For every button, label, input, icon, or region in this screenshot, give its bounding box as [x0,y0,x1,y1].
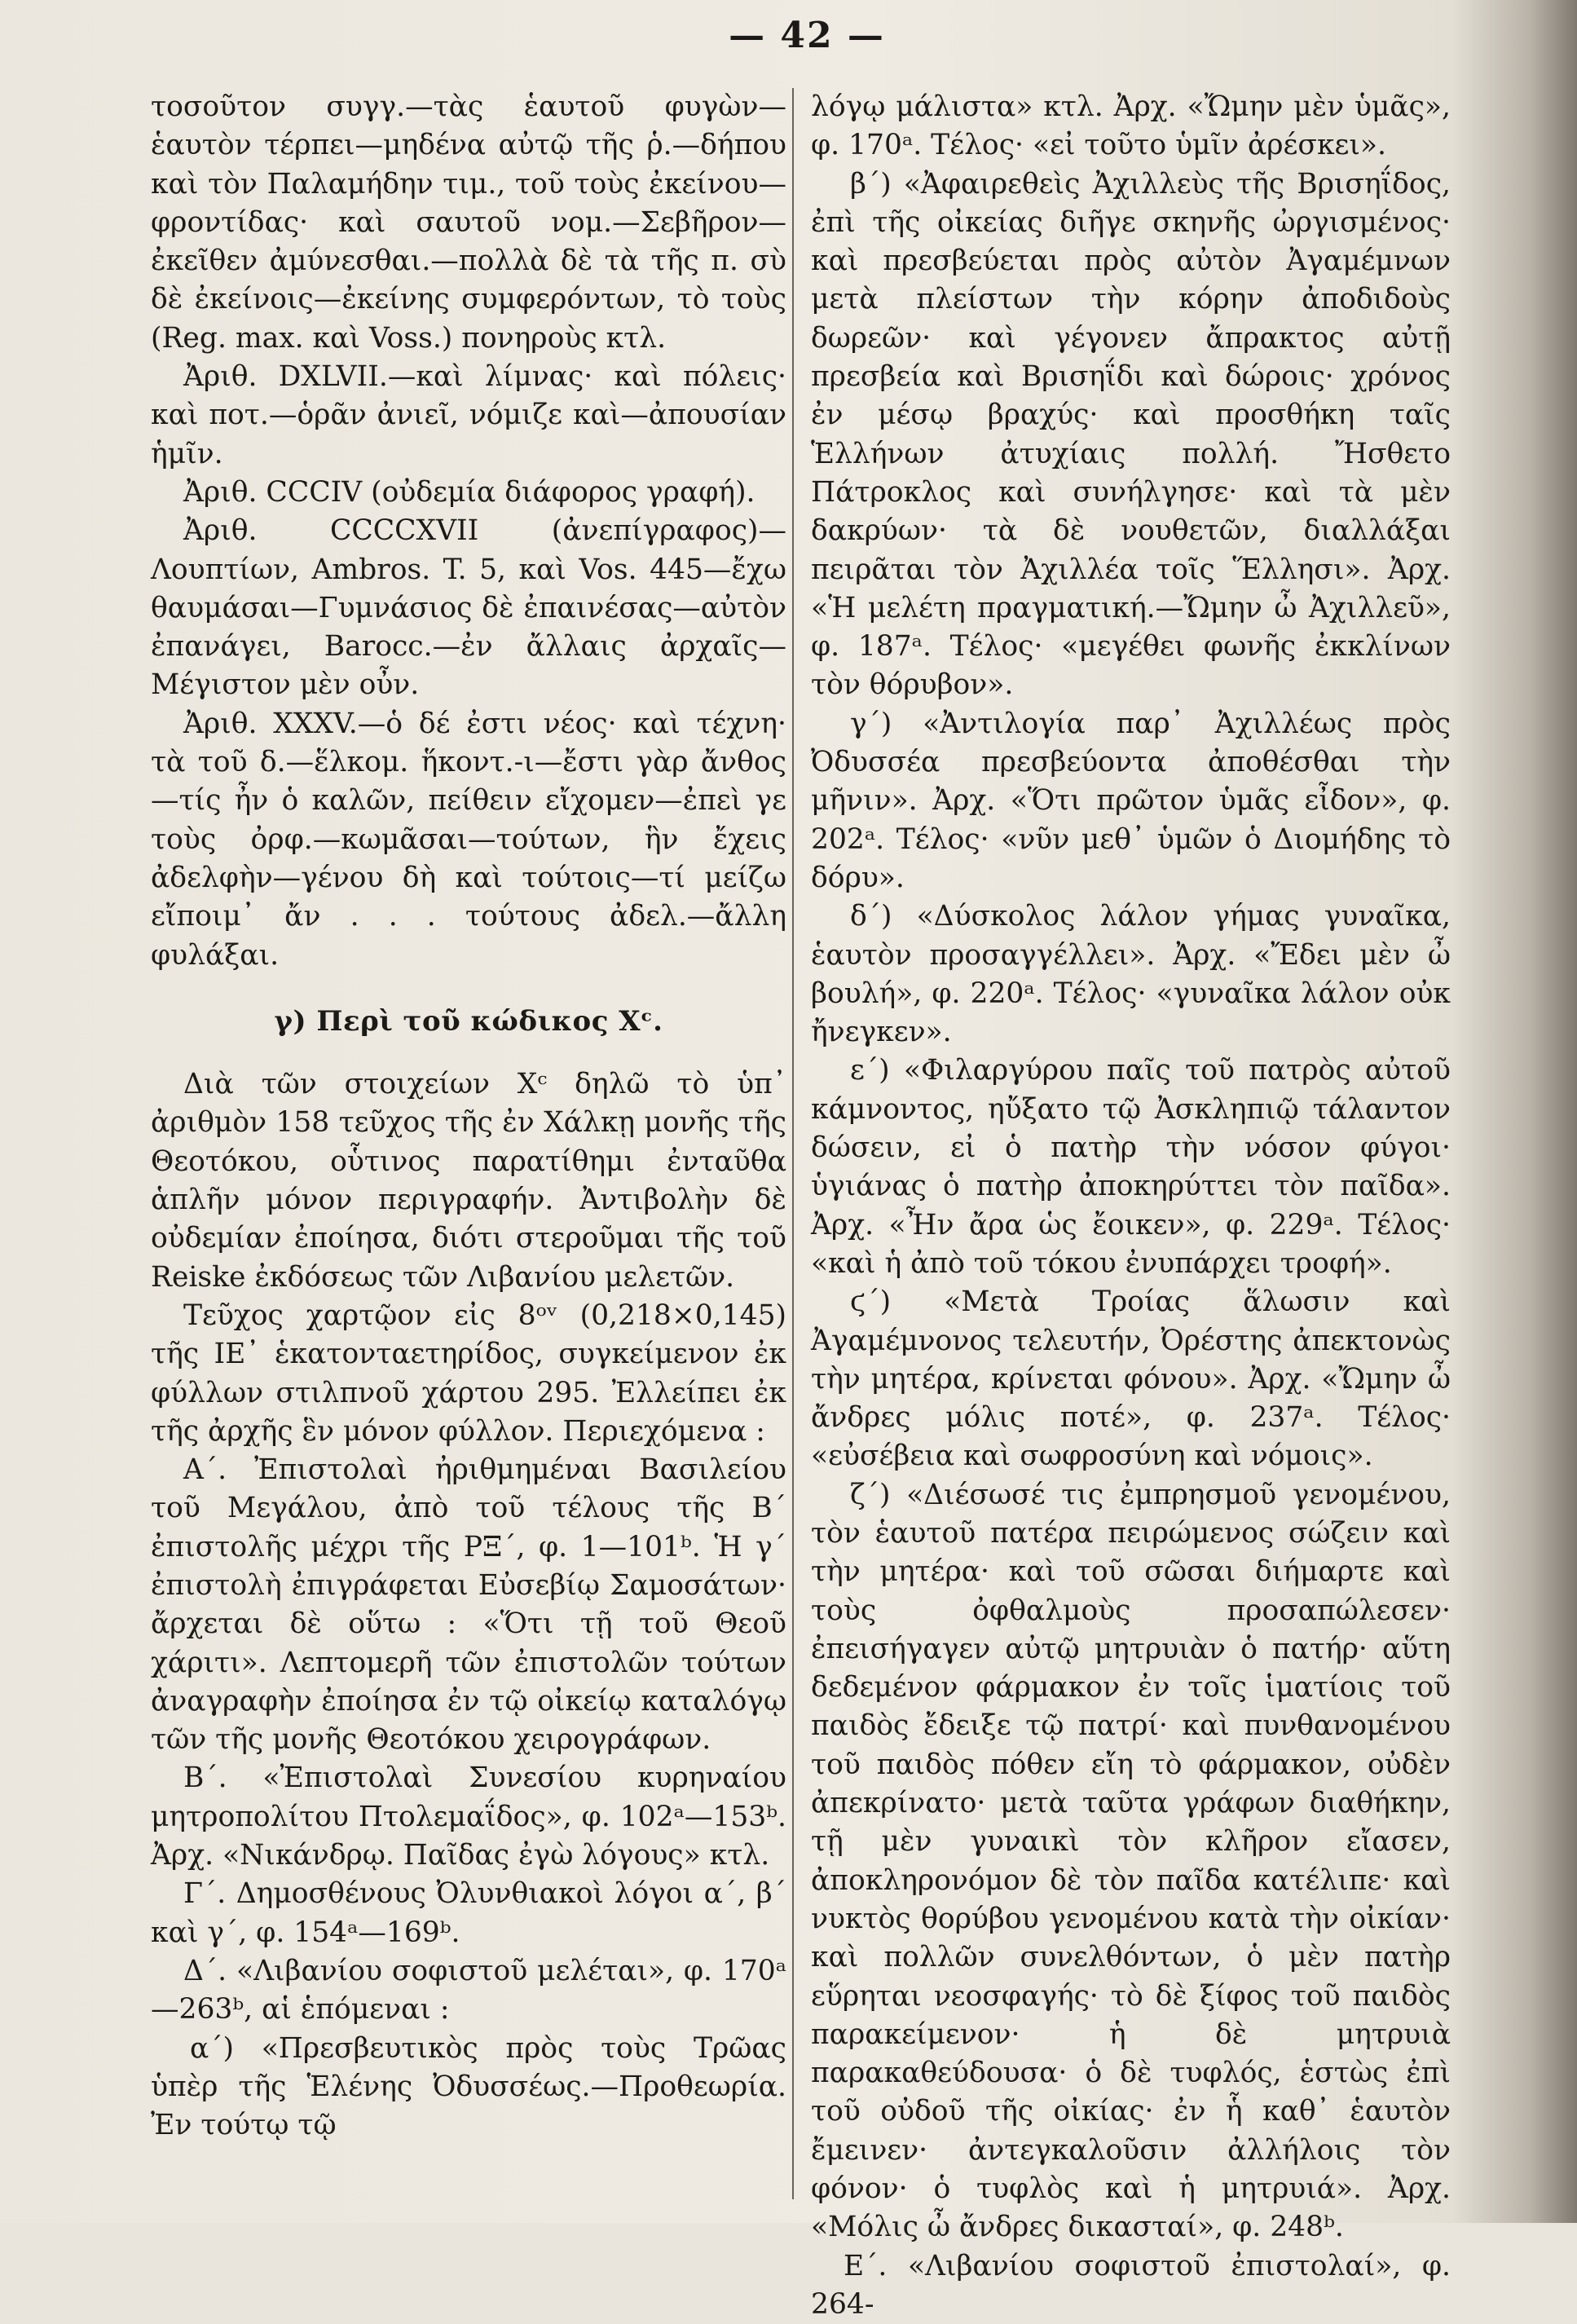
content-item-b: Β΄. «Ἐπιστολαὶ Συνεσίου κυρηναίου μητροπολίτου Πτολεμαΐδος», φ. 102ᵃ—153ᵇ. Ἀρχ. «Νικάνδρῳ. Παῖδας ἐγὼ λόγους» κτλ. [151,1762,786,1872]
page-number: — 42 — [729,15,885,56]
paragraph-arith-dxlvii: Ἀριθ. DXLVII.—καὶ λίμνας· καὶ πόλεις· καὶ ποτ.—ὁρᾶν ἀνιεῖ, νόμιζε καὶ—ἀπουσίαν ἡμῖν. [151,360,786,470]
subitem-epsilon: ε΄) «Φιλαργύρου παῖς τοῦ πατρὸς αὐτοῦ κάμνοντος, ηὔξατο τῷ Ἀσκληπιῷ τάλαντον δώσειν, εἰ ὁ πατὴρ τὴν νόσον φύγοι· ὑγιάνας ὁ πατὴρ ἀποκηρύττει τὸν παῖδα». Ἀρχ. «Ἦν ἄρα ὡς ἔοικεν», φ. 229ᵃ. Τέλος· «καὶ ἡ ἀπὸ τοῦ τόκου ἐνυπάρχει τροφή». [811,1054,1451,1280]
subitem-alpha: α΄) «Πρεσβευτικὸς πρὸς τοὺς Τρῶας ὑπὲρ τῆς Ἑλένης Ὀδυσσέως.—Προθεωρία. Ἐν τούτῳ τῷ [151,2031,786,2142]
subitem-gamma: γ΄) «Ἀντιλογία παρ᾽ Ἀχιλλέως πρὸς Ὀδυσσέα πρεσβεύοντα ἀποθέσθαι τὴν μῆνιν». Ἀρχ. «Ὅτι πρῶτον ὑμᾶς εἶδον», φ. 202ᵃ. Τέλος· «νῦν μεθ᾽ ὑμῶν ὁ Διομήδης τὸ δόρυ». [811,707,1451,894]
subitem-zeta: ζ΄) «Διέσωσέ τις ἐμπρησμοῦ γενομένου, τὸν ἑαυτοῦ πατέρα πειρώμενος σώζειν καὶ τὴν μητέρα· καὶ τοῦ σῶσαι διήμαρτε καὶ τοὺς ὀφθαλμοὺς προσαπώλεσεν· ἐπεισήγαγεν αὐτῷ μητρυιὰν ὁ πατήρ· αὕτη δεδεμένον φάρμακον ἐν τοῖς ἱματίοις τοῦ παιδὸς ἔδειξε τῷ πατρί· καὶ πυνθανομένου τοῦ παιδὸς πόθεν εἴη τὸ φάρμακον, οὐδὲν ἀπεκρίνατο· μετὰ ταῦτα γράφων διαθήκην, τῇ μὲν γυναικὶ τὸν κλῆρον εἴασεν, ἀποκληρονόμον δὲ τὸν παῖδα κατέλιπε· καὶ νυκτὸς θορύβου γενομένου κατὰ τὴν οἰκίαν· καὶ πολλῶν συνελθόντων, ὁ μὲν πατὴρ εὕρηται νεοσφαγής· τὸ δὲ ξίφος τοῦ παιδὸς παρακείμενον· ἡ δὲ μητρυιὰ παρακαθεύδουσα· ὁ δὲ τυφλός, ἑστὼς ἐπὶ τοῦ οὐδοῦ τῆς οἰκίας· ἐν ἧ καθ᾽ ἑαυτὸν ἔμεινεν· ἀντεγκαλοῦσιν ἀλλήλοις τὸν φόνον· ὁ τυφλὸς καὶ ἡ μητρυιά». Ἀρχ. «Μόλις ὦ ἄνδρες δικασταί», φ. 248ᵇ. [811,1478,1451,2244]
left-column [151,88,786,2199]
right-column [811,88,1451,2321]
subitem-stigma: ϛ΄) «Μετὰ Τροίας ἅλωσιν καὶ Ἀγαμέμνονος τελευτήν, Ὀρέστης ἀπεκτονὼς τὴν μητέρα, κρίνεται φόνου». Ἀρχ. «Ὤμην ὦ ἄνδρες μόλις ποτέ», φ. 237ᵃ. Τέλος· «εὐσέβεια καὶ σωφροσύνη καὶ νόμοις». [811,1285,1451,1473]
paragraph-continuation: τοσοῦτον συγγ.—τὰς ἑαυτοῦ φυγὼν—ἑαυτὸν τέρπει—μηδένα αὐτῷ τῆς ῥ.—δήπου καὶ τὸν Παλαμήδην τιμ., τοῦ τοὺς ἐκείνου—φροντίδας· καὶ σαυτοῦ νομ.—Σεβῆρον—ἐκεῖθεν ἀμύνεσθαι.—πολλὰ δὲ τὰ τῆς π. σὺ δὲ ἐκείνοις—ἐκείνης συμφερόντων, τὸ τοὺς (Reg. max. καὶ Voss.) πονηροὺς κτλ. [151,90,786,355]
paragraph-arith-ccccxvii: Ἀριθ. CCCCXVII (ἀνεπίγραφος)—Λουπτίων, Ambros. T. 5, καὶ Vos. 445—ἔχω θαυμάσαι—Γυμνάσιος δὲ ἐπαινέσας—αὐτὸν ἐπανάγει, Barocc.—ἐν ἄλλαις ἀρχαῖς—Μέγιστον μὲν οὖν. [151,514,786,702]
subitem-beta: β΄) «Ἀφαιρεθεὶς Ἀχιλλεὺς τῆς Βρισηΐδος, ἐπὶ τῆς οἰκείας διῆγε σκηνῆς ὠργισμένος· καὶ πρεσβεύεται πρὸς αὐτὸν Ἀγαμέμνων μετὰ πλείστων τὴν κόρην ἀποδιδοὺς δωρεῶν· καὶ γέγονεν ἄπρακτος αὐτῇ πρεσβεία καὶ Βρισηΐδι καὶ δώροις· χρόνος ἐν μέσῳ βραχύς· καὶ προσθήκη ταῖς Ἑλλήνων ἀτυχίαις πολλή. Ἤσθετο Πάτροκλος καὶ συνήλγησε· καὶ τὰ μὲν δακρύων· τὰ δὲ νουθετῶν, διαλλάξαι πειρᾶται τὸν Ἀχιλλέα τοῖς Ἕλλησι». Ἀρχ. «Ἡ μελέτη πραγματική.—Ὤμην ὦ Ἀχιλλεῦ», φ. 187ᵃ. Τέλος· «μεγέθει φωνῆς ἐκκλίνων τὸν θόρυβον». [811,167,1451,702]
content-item-g: Γ΄. Δημοσθένους Ὀλυνθιακοὶ λόγοι α΄, β΄ καὶ γ΄, φ. 154ᵃ—169ᵇ. [151,1877,786,1949]
column-divider [792,88,794,2199]
content-item-a: Α΄. Ἐπιστολαὶ ἠριθμημέναι Βασιλείου τοῦ Μεγάλου, ἀπὸ τοῦ τέλους τῆς Β΄ ἐπιστολῆς μέχρι τῆς ΡΞ΄, φ. 1—101ᵇ. Ἡ γ΄ ἐπιστολὴ ἐπιγράφεται Εὐσεβίῳ Σαμοσάτων· ἄρχεται δὲ οὕτω : «Ὅτι τῇ τοῦ Θεοῦ χάριτι». Λεπτομερῆ τῶν ἐπιστολῶν τούτων ἀναγραφὴν ἐποίησα ἐν τῷ οἰκείῳ καταλόγῳ τῶν τῆς μονῆς Θεοτόκου χειρογράφων. [151,1453,786,1757]
section-heading: γ) Περὶ τοῦ κώδικος Xᶜ. [274,1004,663,1038]
subitem-delta: δ΄) «Δύσκολος λάλον γήμας γυναῖκα, ἑαυτὸν προσαγγέλλει». Ἀρχ. «Ἔδει μὲν ὦ βουλή», φ. 220ᵃ. Τέλος· «γυναῖκα λάλον οὐκ ἤνεγκεν». [811,900,1451,1049]
content-item-e: Ε΄. «Λιβανίου σοφιστοῦ ἐπιστολαί», φ. 264- [811,2249,1451,2321]
paragraph-intro: Διὰ τῶν στοιχείων Xᶜ δηλῶ τὸ ὑπ᾽ ἀριθμὸν 158 τεῦχος τῆς ἐν Χάλκῃ μονῆς τῆς Θεοτόκου, οὗτινος παρατίθημι ἐνταῦθα ἁπλῆν μόνον περιγραφήν. Ἀντιβολὴν δὲ οὐδεμίαν ἐποίησα, διότι στεροῦμαι τῆς τοῦ Reiske ἐκδόσεως τῶν Λιβανίου μελετῶν. [151,1068,786,1294]
paragraph-arith-ccciv: Ἀριθ. CCCIV (οὐδεμία διάφορος γραφή). [183,475,755,509]
paragraph-arith-xxxv: Ἀριθ. XXXV.—ὁ δέ ἐστι νέος· καὶ τέχνη· τὰ τοῦ δ.—ἕλκομ. ἥκοντ.-ι—ἔστι γὰρ ἄνθος—τίς ἦν ὁ καλῶν, πείθειν εἴχομεν—ἐπεὶ γε τοὺς ὀρφ.—κωμᾶσαι—τούτων, ἣν ἔχεις ἀδελφὴν—γένου δὴ καὶ τούτοις—τί μείζω εἴποιμ᾽ ἄν . . . τούτους ἀδελ.—ἄλλη φυλάξαι. [151,707,786,972]
paragraph-continuation-right: λόγῳ μάλιστα» κτλ. Ἀρχ. «Ὤμην μὲν ὑμᾶς», φ. 170ᵃ. Τέλος· «εἰ τοῦτο ὑμῖν ἀρέσκει». [811,90,1451,162]
content-item-d: Δ΄. «Λιβανίου σοφιστοῦ μελέται», φ. 170ᵃ—263ᵇ, αἱ ἑπόμεναι : [151,1954,786,2026]
paragraph-description: Τεῦχος χαρτῷον εἰς 8ᵒᵛ (0,218×0,145) τῆς ΙΕ᾽ ἑκατονταετηρίδος, συγκείμενον ἐκ φύλλων στιλπνοῦ χάρτου 295. Ἐλλείπει ἐκ τῆς ἀρχῆς ἓν μόνον φύλλον. Περιεχόμενα : [151,1299,786,1448]
